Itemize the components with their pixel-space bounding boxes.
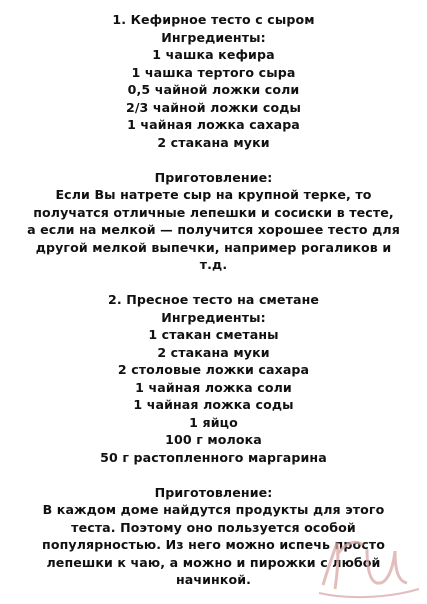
preparation-line: т.д. <box>199 257 228 272</box>
ingredient-line: 1 чайная ложка соли <box>135 379 292 395</box>
recipe-1-ingredients-heading: Ингредиенты: <box>161 29 266 45</box>
preparation-line: Если Вы натрете сыр на крупной терке, то <box>55 187 372 202</box>
ingredient-line: 2 стакана муки <box>157 134 270 150</box>
ingredient-line: 1 чашка тертого сыра <box>131 64 296 80</box>
spacer <box>0 466 427 484</box>
preparation-line: получатся отличные лепешки и сосиски в тесте, <box>33 204 394 220</box>
spacer <box>0 151 427 169</box>
ingredient-line: 2 стакана муки <box>157 344 270 360</box>
recipe-2-title: 2. Пресное тесто на сметане <box>107 292 320 307</box>
recipe-2-preparation-heading: Приготовление: <box>154 484 273 500</box>
preparation-line: другой мелкой выпечки, например рогаликов и <box>35 239 392 255</box>
ingredient-line: 0,5 чайной ложки соли <box>127 82 300 97</box>
preparation-line: В каждом доме найдутся продукты для этого <box>42 502 385 517</box>
ingredient-line: 100 г молока <box>165 432 262 447</box>
recipe-document <box>0 11 427 589</box>
ingredient-line: 1 чайная ложка сахара <box>127 117 300 132</box>
ingredient-line: 2 столовые ложки сахара <box>117 362 310 377</box>
ingredient-line: 1 яйцо <box>189 414 238 430</box>
preparation-line: лепешки к чаю, а можно и пирожки с любой <box>46 554 381 570</box>
ingredient-line: 1 стакан сметаны <box>148 327 279 342</box>
recipe-2-ingredients-heading: Ингредиенты: <box>161 309 266 325</box>
ingredient-line: 50 г растопленного маргарина <box>100 449 327 465</box>
preparation-line: начинкой. <box>175 572 252 587</box>
recipe-1 <box>0 11 427 274</box>
preparation-line: популярностью. Из него можно испечь просто <box>42 537 385 552</box>
preparation-line: теста. Поэтому оно пользуется особой <box>71 519 356 535</box>
ingredient-line: 1 чашка кефира <box>152 47 275 62</box>
ingredient-line: 2/3 чайной ложки соды <box>126 99 301 115</box>
recipe-2 <box>0 291 427 589</box>
spacer <box>0 274 427 292</box>
ingredient-line: 1 чайная ложка соды <box>133 397 294 412</box>
recipe-1-title: 1. Кефирное тесто с сыром <box>112 12 315 27</box>
recipe-1-preparation-heading: Приготовление: <box>154 169 273 185</box>
preparation-line: а если на мелкой — получится хорошее тесто для <box>27 222 400 237</box>
